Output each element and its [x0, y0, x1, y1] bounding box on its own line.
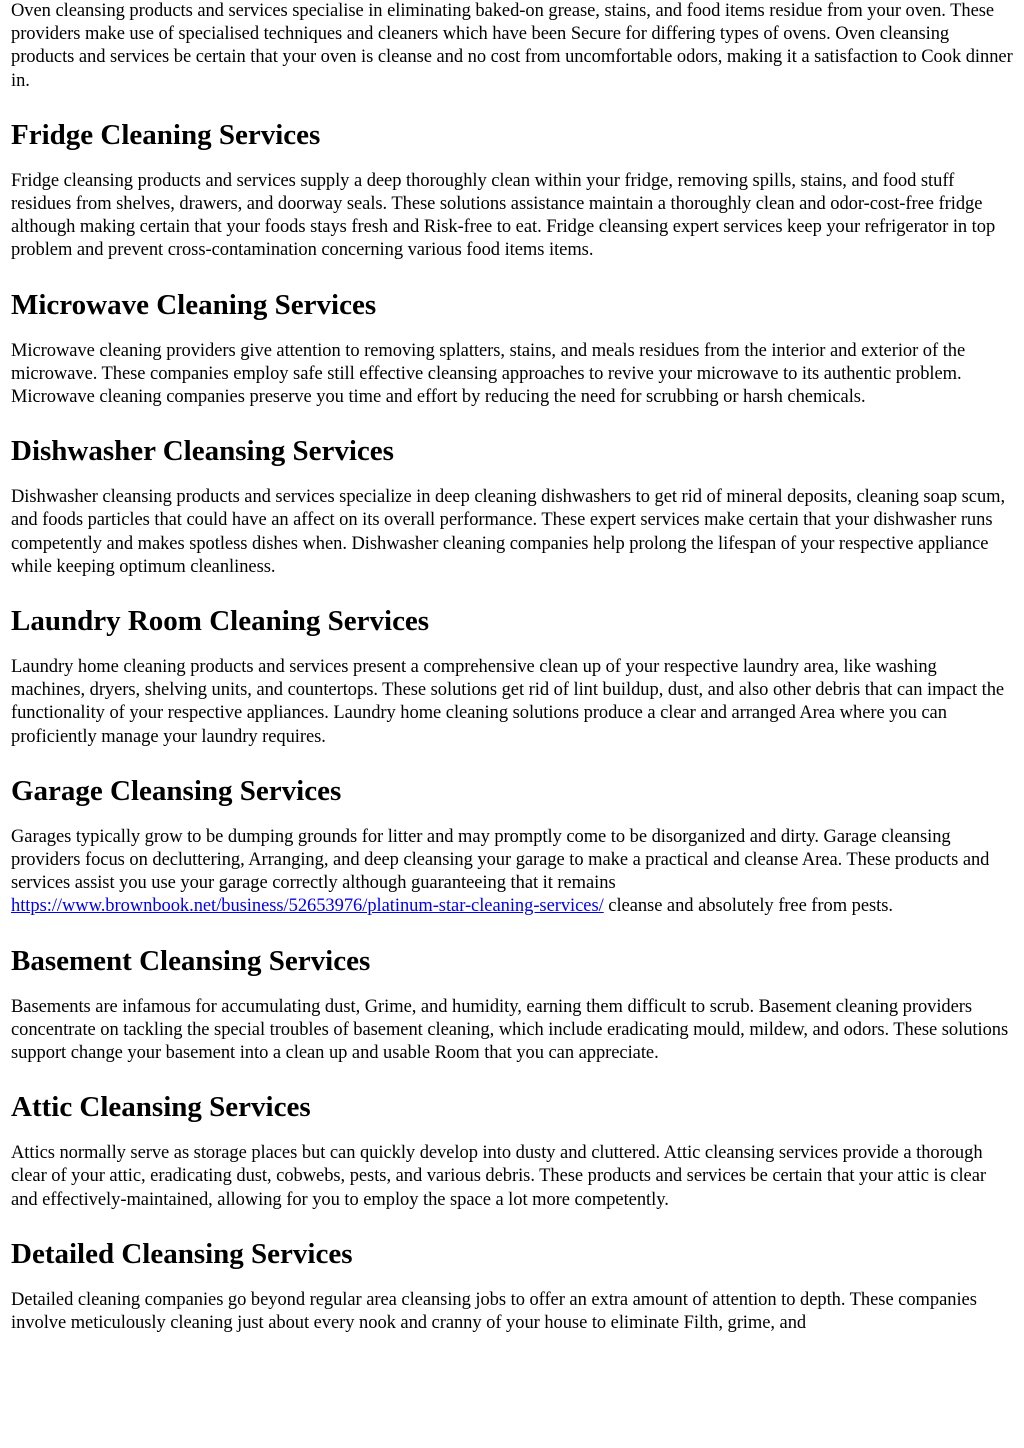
section-heading: Dishwasher Cleansing Services	[11, 435, 394, 468]
paragraph-text-after-link: cleanse and absolutely free from pests.	[603, 896, 893, 917]
section-paragraph	[11, 826, 1013, 919]
section-attic	[11, 1090, 1013, 1212]
brownbook-link[interactable]: https://www.brownbook.net/business/52653976/platinum-star-cleaning-services/	[11, 896, 604, 917]
section-laundry	[11, 604, 1013, 749]
section-fridge	[11, 118, 1013, 263]
section-microwave	[11, 288, 1013, 410]
section-basement	[11, 944, 1013, 1066]
section-paragraph: Fridge cleansing products and services supply a deep thoroughly clean within your fridge, removing spills, stains, and food stuff residues from shelves, drawers, and doorway seals. These solutions assistance maintain a thoroughly clean and odor-cost-free fridge although making certain that your foods stays fresh and Risk-free to eat. Fridge cleansing expert services keep your refrigerator in top problem and prevent cross-contamination concerning various food items items.	[11, 170, 996, 261]
section-heading: Attic Cleansing Services	[11, 1091, 311, 1124]
section-heading: Microwave Cleaning Services	[11, 288, 377, 321]
section-heading: Laundry Room Cleaning Services	[11, 605, 430, 638]
intro-paragraph: Oven cleansing products and services specialise in eliminating baked-on grease, stains, and food items residue from your oven. These providers make use of specialised techniques and cleaners which have been Secure for differing types of ovens. Oven cleansing products and services be certain that your oven is cleanse and no cost from uncomfortable odors, making it a satisfaction to Cook dinner in.	[11, 1, 1013, 91]
paragraph-text-before-link: Garages typically grow to be dumping grounds for litter and may promptly come to be disorganized and dirty. Garage cleansing providers focus on decluttering, Arranging, and deep cleansing your garage to make a practical and cleanse Area. These products and services assist you use your garage correctly although guaranteeing that it remains	[11, 826, 990, 894]
section-paragraph: Attics normally serve as storage places but can quickly develop into dusty and cluttered. Attic cleansing services provide a thorough clear of your attic, eradicating dust, cobwebs, pests, and various debris. These products and services be certain that your attic is clear and effectively-maintained, allowing for you to employ the space a lot more competently.	[11, 1143, 986, 1210]
section-paragraph: Microwave cleaning providers give attention to removing splatters, stains, and meals residues from the interior and exterior of the microwave. These companies employ safe still effective cleansing approaches to revive your microwave to its authentic problem. Microwave cleaning companies preserve you time and effort by reducing the need for scrubbing or harsh chemicals.	[11, 340, 966, 408]
section-paragraph: Dishwasher cleansing products and services specialize in deep cleaning dishwashers to get rid of mineral deposits, cleaning soap scum, and foods particles that could have an affect on its overall performance. These expert services make certain that your dishwasher runs competently and makes spotless dishes when. Dishwasher cleaning companies help prolong the lifespan of your respective appliance while keeping optimum cleanliness.	[11, 487, 1006, 577]
section-detailed	[11, 1237, 1013, 1335]
section-heading: Basement Cleansing Services	[11, 944, 371, 977]
section-heading: Detailed Cleansing Services	[11, 1237, 353, 1270]
section-heading: Garage Cleansing Services	[11, 774, 342, 807]
section-heading: Fridge Cleaning Services	[11, 118, 321, 151]
section-paragraph: Laundry home cleaning products and services present a comprehensive clean up of your respective laundry area, like washing machines, dryers, shelving units, and countertops. These solutions get rid of lint buildup, dust, and also other debris that can impact the functionality of your respective appliances. Laundry home cleaning solutions produce a clear and arranged Area where you can proficiently manage your laundry requires.	[11, 657, 1005, 747]
section-dishwasher	[11, 434, 1013, 579]
section-garage	[11, 774, 1013, 919]
section-paragraph: Basements are infamous for accumulating dust, Grime, and humidity, earning them difficult to scrub. Basement cleaning providers concentrate on tackling the special troubles of basement cleaning, which include eradicating mould, mildew, and odors. These solutions support change your basement into a clean up and usable Room that you can appreciate.	[11, 996, 1009, 1064]
section-paragraph: Detailed cleaning companies go beyond regular area cleansing jobs to offer an extra amount of attention to depth. These companies involve meticulously cleaning just about every nook and cranny of your house to eliminate Filth, grime, and	[11, 1289, 977, 1334]
